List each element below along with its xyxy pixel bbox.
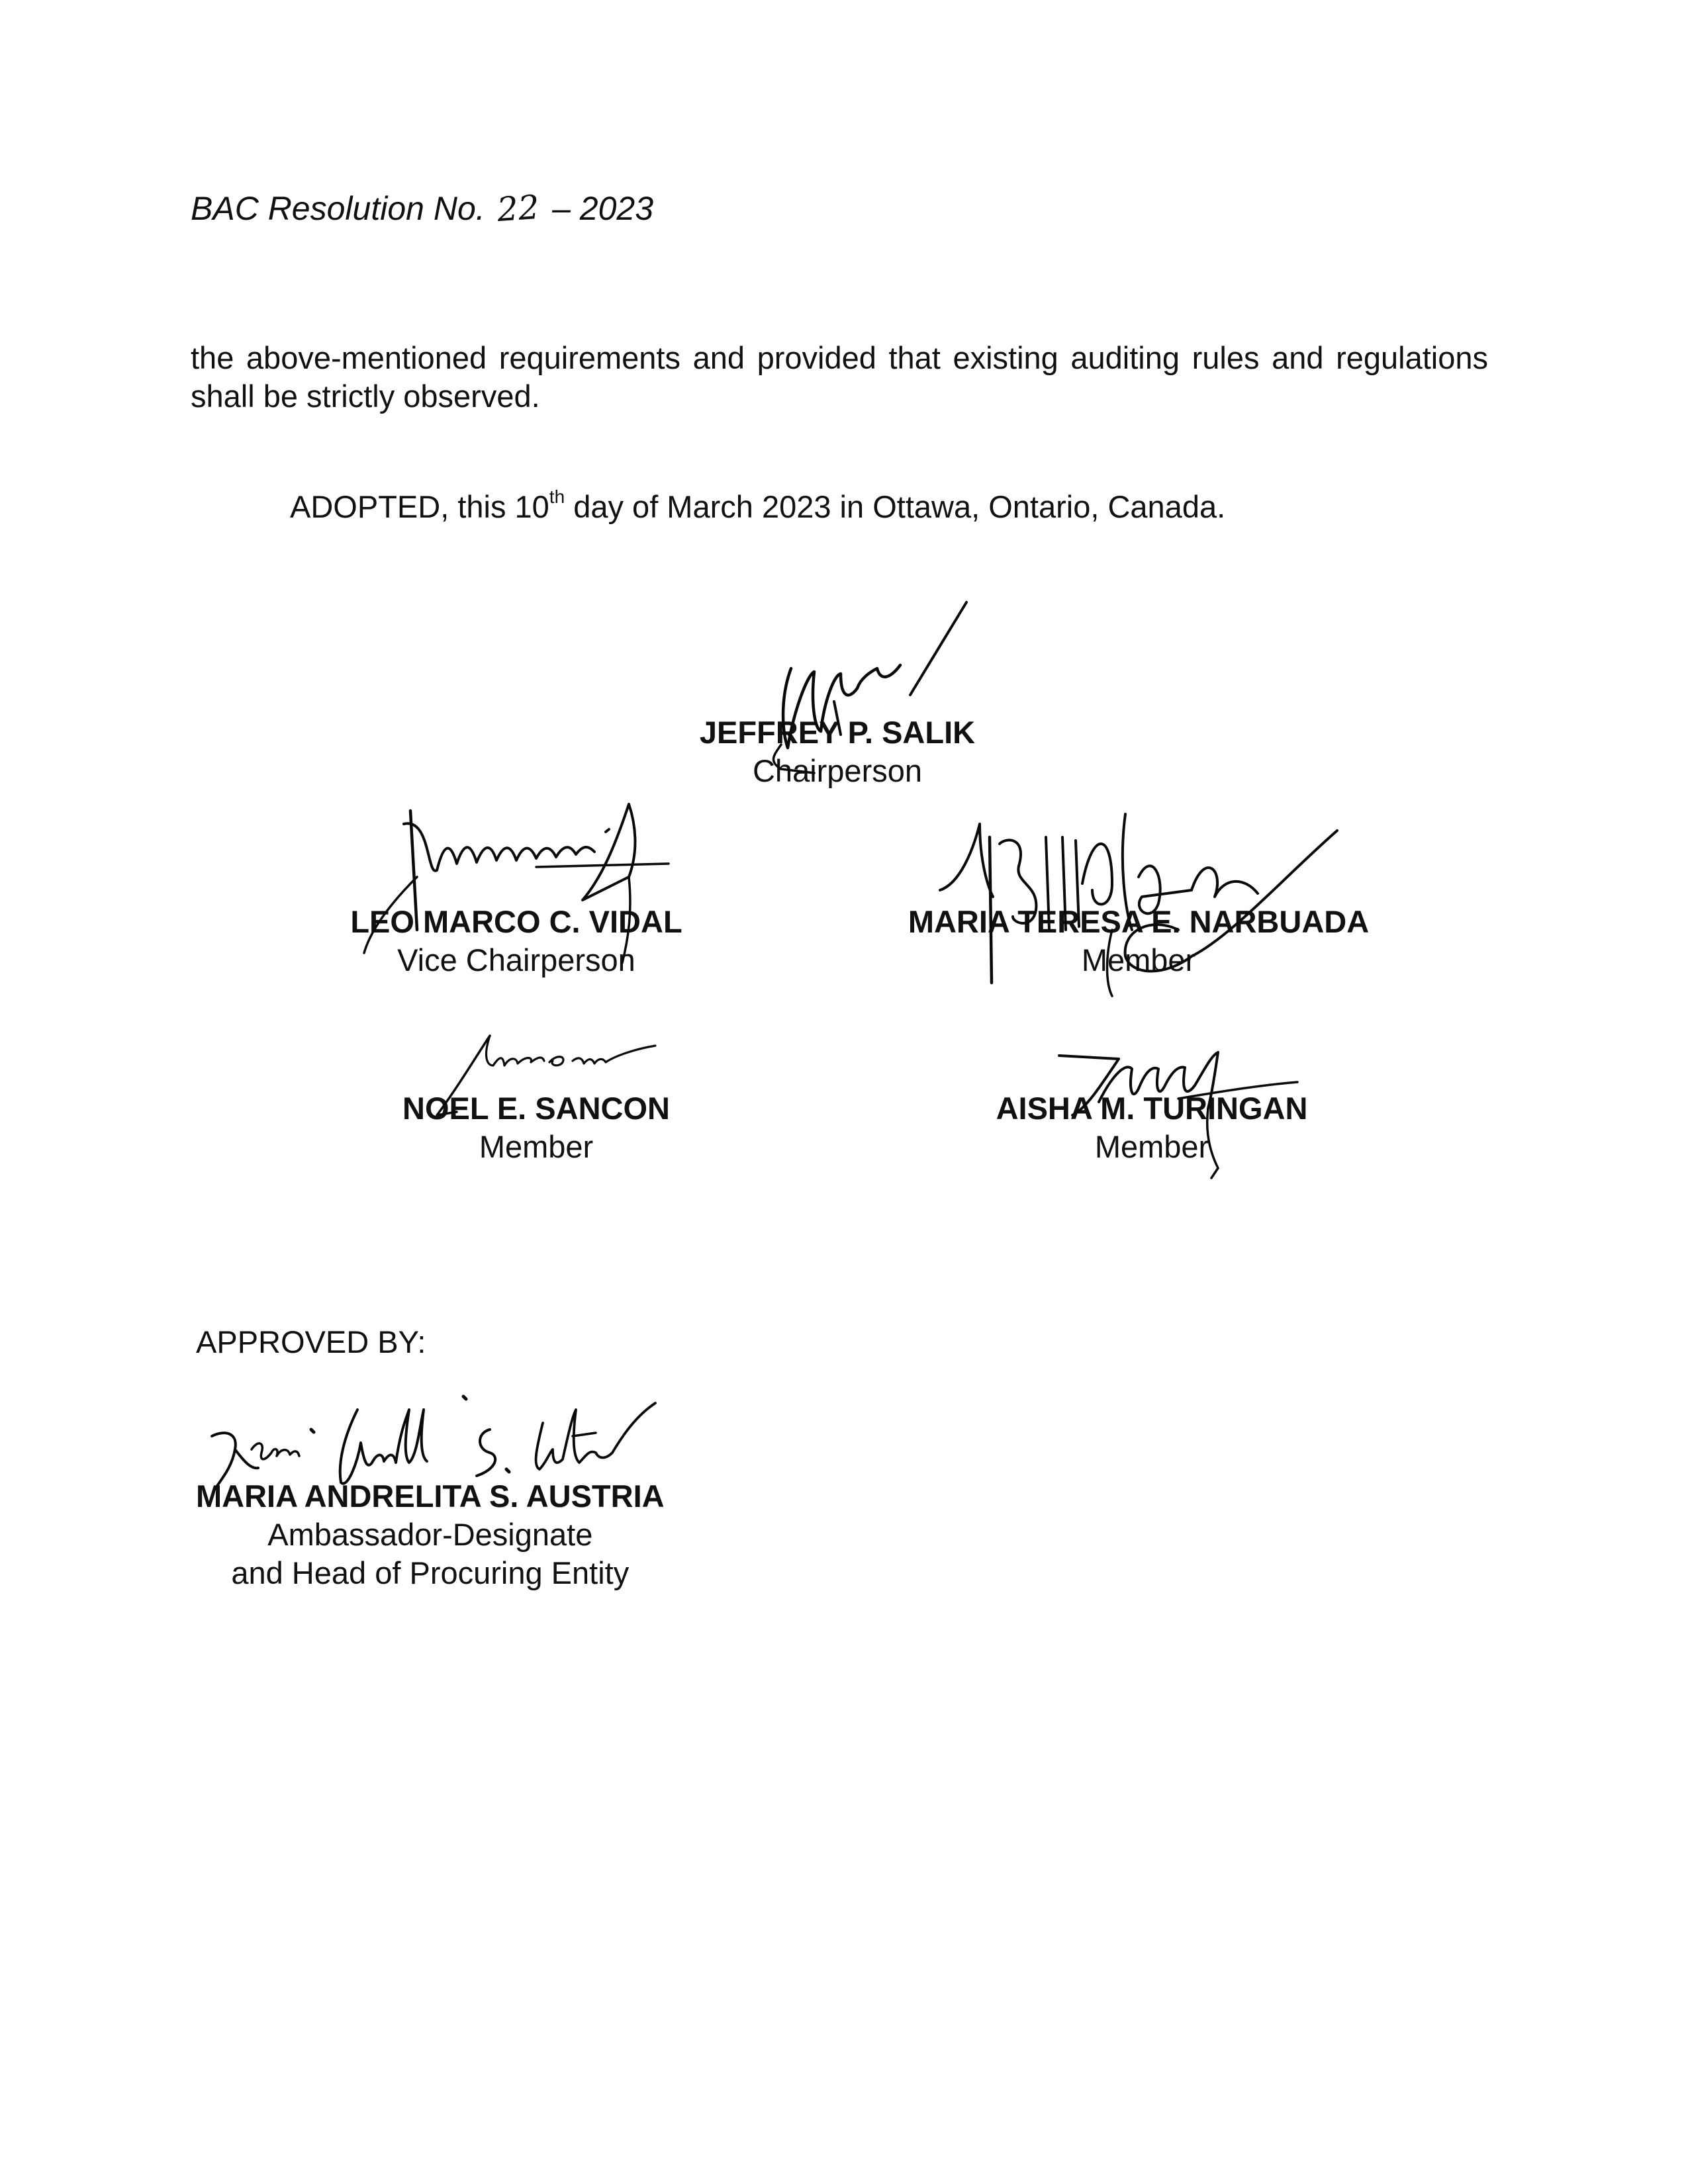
signatory-name: AISHA M. TURINGAN bbox=[996, 1091, 1308, 1126]
resolution-number: 22 bbox=[495, 187, 541, 230]
signatory-name: MARIA TERESA E. NARBUADA bbox=[908, 904, 1370, 939]
approver-block bbox=[196, 1477, 665, 1592]
resolution-year: – 2023 bbox=[552, 190, 654, 227]
signatory-name: NOEL E. SANCON bbox=[402, 1091, 670, 1126]
signatory-role: Member bbox=[479, 1129, 594, 1164]
adopted-lead: ADOPTED, this 10 bbox=[290, 489, 549, 524]
signatory-role: Member bbox=[1094, 1129, 1209, 1164]
signatory-vice-chair bbox=[331, 903, 702, 979]
signatory-name: LEO MARCO C. VIDAL bbox=[350, 904, 682, 939]
resolution-prefix: BAC Resolution No. bbox=[191, 190, 485, 227]
signatory-role: Vice Chairperson bbox=[397, 942, 635, 978]
resolution-header bbox=[191, 189, 653, 228]
adopted-ordinal: th bbox=[549, 486, 565, 507]
approver-role-line-1: Ambassador-Designate bbox=[267, 1517, 593, 1552]
signatory-member-turingan bbox=[966, 1089, 1337, 1166]
adopted-line bbox=[290, 488, 1225, 525]
signatory-role: Chairperson bbox=[752, 753, 923, 788]
approved-by-label: APPROVED BY: bbox=[196, 1324, 426, 1359]
signatory-chair bbox=[688, 713, 986, 790]
signatory-name: JEFFREY P. SALIK bbox=[699, 715, 976, 750]
approver-role-line-2: and Head of Procuring Entity bbox=[231, 1555, 630, 1590]
signatory-member-sancon bbox=[371, 1089, 702, 1166]
signatory-member-narbuada bbox=[880, 903, 1397, 979]
signatory-role: Member bbox=[1081, 942, 1196, 978]
resolution-paragraph: the above-mentioned requirements and provided that existing auditing rules and regulations shall be strictly observed. bbox=[191, 340, 1488, 414]
adopted-rest: day of March 2023 in Ottawa, Ontario, Canada. bbox=[565, 489, 1226, 524]
approver-name: MARIA ANDRELITA S. AUSTRIA bbox=[196, 1479, 665, 1514]
